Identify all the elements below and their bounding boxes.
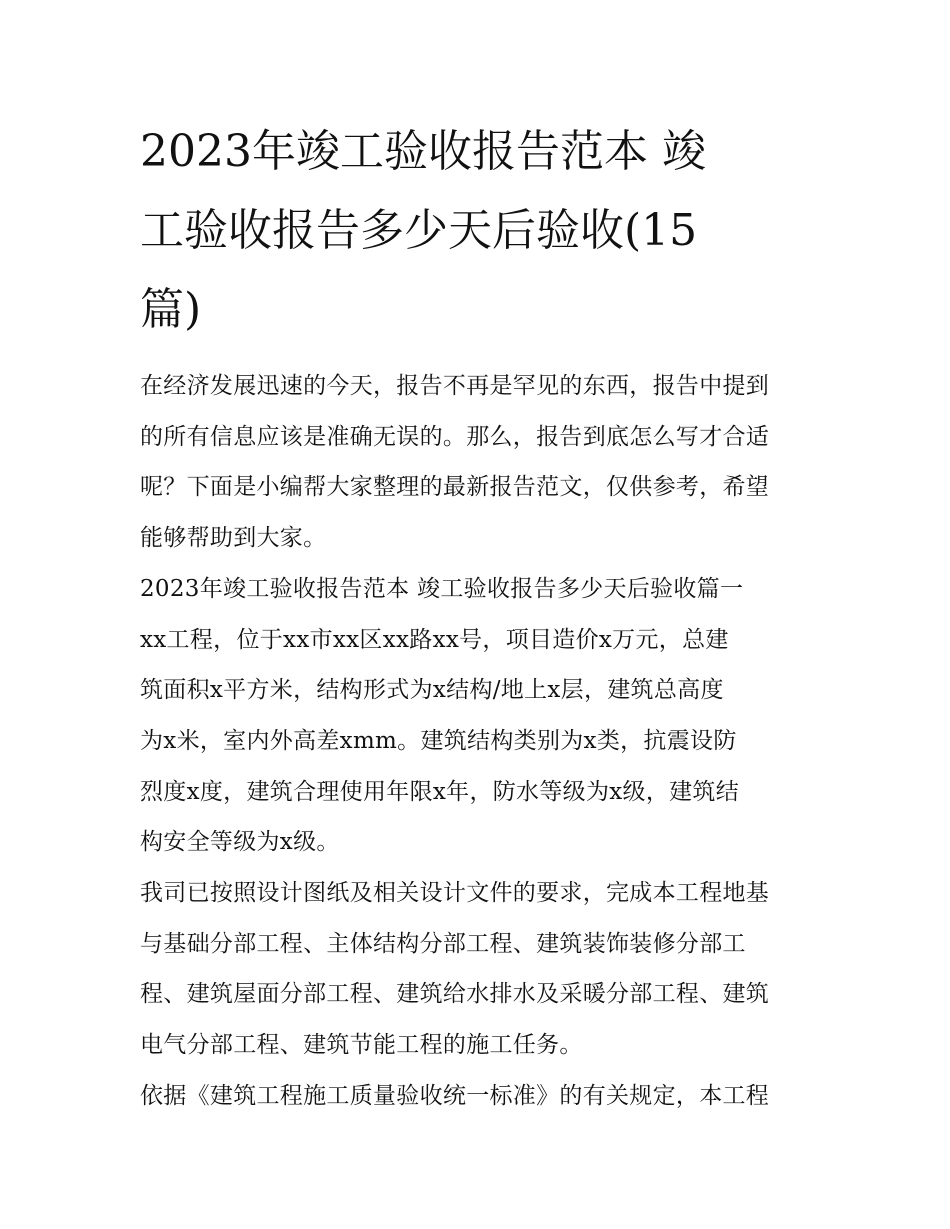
- text-line: 在经济发展迅速的今天，报告不再是罕见的东西，报告中提到: [140, 373, 770, 399]
- text-line: xx工程，位于xx市xx区xx路xx号，项目造价x万元，总建: [140, 626, 729, 653]
- paragraph: [140, 615, 820, 869]
- text-line: 程、建筑屋面分部工程、建筑给水排水及采暖分部工程、建筑: [140, 981, 770, 1008]
- text-line: 电气分部工程、建筑节能工程的施工任务。: [140, 1032, 583, 1059]
- text-line: 筑面积x平方米，结构形式为x结构/地上x层，建筑总高度: [140, 677, 724, 704]
- text-line: 我司已按照设计图纸及相关设计文件的要求，完成本工程地基: [140, 880, 770, 907]
- document-title: [140, 112, 820, 349]
- text-line: 为x米，室内外高差xmm。建筑结构类别为x类，抗震设防: [140, 727, 737, 754]
- text-line: 依据《建筑工程施工质量验收统一标准》的有关规定，本工程: [140, 1082, 770, 1109]
- text-line: 2023年竣工验收报告范本 竣工验收报告多少天后验收篇一: [140, 575, 744, 602]
- title-line: 工验收报告多少天后验收(15: [140, 205, 698, 256]
- text-line: 的所有信息应该是准确无误的。那么，报告到底怎么写才合适: [140, 423, 770, 450]
- text-line: 烈度x度，建筑合理使用年限x年，防水等级为x级，建筑结: [140, 778, 740, 805]
- text-line: 构安全等级为x级。: [140, 829, 340, 856]
- text-line: 能够帮助到大家。: [140, 525, 327, 552]
- paragraph: [140, 1071, 820, 1122]
- document-body: [140, 361, 820, 1122]
- paragraph: [140, 868, 820, 1071]
- document-page: [140, 112, 820, 1122]
- paragraph: [140, 361, 820, 564]
- text-line: 与基础分部工程、主体结构分部工程、建筑装饰装修分部工: [140, 930, 746, 957]
- section-heading: [140, 564, 820, 615]
- text-line: 呢？下面是小编帮大家整理的最新报告范文，仅供参考，希望: [140, 474, 770, 501]
- title-line: 篇): [140, 284, 202, 335]
- title-line: 2023年竣工验收报告范本 竣: [140, 126, 706, 177]
